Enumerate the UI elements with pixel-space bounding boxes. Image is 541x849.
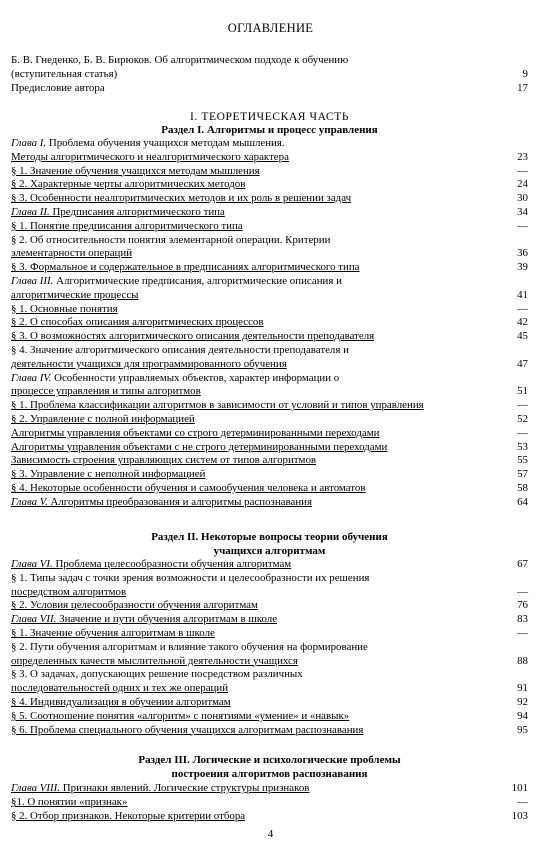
section-1-entries [11,137,528,510]
toc-entry-title: Алгоритмы преобразования и алгоритмы распознавания [47,495,313,508]
chapter-label: Глава I. [11,137,47,149]
section-heading-continued: учащихся алгоритмам [213,544,326,557]
toc-entry [11,82,528,96]
toc-entry [11,586,528,600]
toc-entry [11,710,528,724]
toc-page-number: 58 [517,481,528,494]
toc-entry [11,454,528,468]
toc-entry [11,655,528,669]
toc-entry-title: § 2. Отбор признаков. Некоторые критерии отбора [11,809,246,822]
toc-entry-title: § 1. Проблема классификации алгоритмов в зависимости от условий и типов управления [11,399,424,412]
toc-entry [11,724,528,738]
toc-page-number: 67 [517,558,528,570]
toc-entry-title: последовательностей одних и тех же операций [11,682,229,695]
toc-entry-title: § 2. Условия целесообразности обучения алгоритмам [11,599,258,612]
toc-entry [11,206,528,220]
section-heading-continued: построения алгоритмов распознавания [171,767,368,780]
toc-page-number: 76 [517,599,528,612]
toc-entry [11,413,528,427]
toc-entry-text [11,165,506,179]
toc-entry-title: § 1. Типы задач с точки зрения возможности и целесообразности их решения [11,571,370,584]
toc-entry-title: § 3. Особенности неалгоритмических методов и их роль в решении задач [11,192,352,205]
toc-entry-title: § 6. Проблема специального обучения учащихся алгоритмам распознавания [11,723,364,736]
toc-page-number: — [517,795,528,808]
toc-entry [11,303,528,317]
toc-page-number: 91 [517,682,528,695]
toc-entry [11,810,528,824]
toc-page-number: 9 [522,67,528,80]
toc-page-number: 51 [517,385,528,398]
toc-page-number: 83 [517,613,528,626]
toc-entry-title: § 2. Пути обучения алгоритмам и влияние такого обучения на формирование [11,640,368,653]
toc-entry-text [11,192,506,206]
chapter-label: Глава III. [11,274,54,287]
chapter-label: Глава V. [11,495,48,508]
toc-entry-text [11,206,506,220]
page-number: 4 [267,828,274,840]
toc-entry-title: (вступительная статья) [11,67,118,80]
toc-entry [11,192,528,206]
toc-entry-text [11,330,506,344]
toc-entry [11,385,528,399]
toc-entry-text [11,247,506,261]
toc-entry [11,330,528,344]
toc-page-number: 24 [517,178,528,191]
toc-entry-text [11,468,506,482]
toc-entry-text [11,151,506,165]
toc-page-number: — [517,626,528,639]
toc-entry-text [11,372,506,386]
chapter-label: Глава VIII. [11,782,61,794]
toc-entry-title: Алгоритмические предписания, алгоритмические описания и [53,274,342,287]
toc-entry-text [11,558,506,572]
toc-entry-text [11,68,506,82]
section-2-heading-block [11,531,528,559]
toc-entry-text [11,54,506,68]
toc-page-number: 45 [517,330,528,343]
toc-entry [11,441,528,455]
toc-entry [11,275,528,289]
toc-page-number: — [517,585,528,598]
toc-entry-title: посредством алгоритмов [11,585,127,598]
toc-entry-title: Проблема обучения учащихся методам мышления. [46,137,285,149]
toc-entry [11,137,528,151]
toc-entry [11,165,528,179]
section-2-entries [11,558,528,737]
toc-page-number: — [517,164,528,177]
toc-entry-text [11,641,506,655]
chapter-label: Глава IV. [11,371,52,384]
toc-entry [11,468,528,482]
toc-entry-title: § 3. О задачах, допускающих решение посредством различных [11,668,303,681]
toc-entry [11,68,528,82]
toc-page-number: 34 [517,205,528,218]
toc-entry-text [11,289,506,303]
section-heading: Раздел I. Алгоритмы и процесс управления [161,124,378,136]
toc-entry [11,358,528,372]
toc-page-number: 30 [517,192,528,205]
toc-entry-text [11,358,506,372]
toc-entry [11,496,528,510]
toc-page-number: — [517,302,528,315]
chapter-label: Глава VII. [11,613,57,626]
toc-entry-text [11,261,506,275]
toc-entry-title: алгоритмические процессы [11,288,139,301]
toc-page-number: 47 [517,357,528,370]
chapter-label: Глава VI. [11,558,53,570]
toc-page-number: 41 [517,288,528,301]
toc-page-number: 88 [517,654,528,667]
toc-entry-text [11,316,506,330]
toc-entry-title: § 3. Формальное и содержательное в предписаниях алгоритмического типа [11,261,360,274]
toc-entry [11,782,528,796]
section-heading: Раздел III. Логические и психологические проблемы [138,754,401,766]
toc-page-number: 39 [517,261,528,274]
toc-entry [11,427,528,441]
toc-entry-title: § 4. Значение алгоритмического описания деятельности преподавателя и [11,343,349,356]
front-matter [11,54,528,95]
toc-page-number: 52 [517,412,528,425]
toc-page-number: 103 [511,809,528,822]
section-heading: Раздел II. Некоторые вопросы теории обучения [151,531,388,543]
toc-entry-title: Методы алгоритмического и неалгоритмического характера [11,150,289,163]
toc-entry-text [11,82,506,96]
toc-page-number: 55 [517,454,528,467]
toc-entry-text [11,782,506,796]
toc-entry [11,482,528,496]
toc-entry-text [11,234,506,248]
toc-entry-text [11,668,506,682]
toc-entry-text [11,482,506,496]
toc-entry-title: §1. О понятии «признак» [11,795,128,808]
toc-entry-title: § 4. Некоторые особенности обучения и самообучения человека и автоматов [11,481,366,494]
toc-entry-title: § 2. Управление с полной информацией [11,412,195,425]
toc-entry [11,372,528,386]
toc-entry-text [11,427,506,441]
toc-entry [11,234,528,248]
toc-entry [11,261,528,275]
toc-entry [11,668,528,682]
toc-entry-title: Алгоритмы управления объектами с не строго детерминированными переходами [11,440,388,453]
toc-entry-text [11,178,506,192]
toc-entry-title: Признаки явлений. Логические структуры признаков [60,782,310,794]
toc-entry [11,796,528,810]
toc-page-number: — [517,426,528,439]
toc-entry [11,220,528,234]
toc-page-number: 36 [517,247,528,260]
toc-entry-text [11,137,506,151]
toc-entry [11,289,528,303]
toc-entry-title: § 4. Индивидуализация в обучении алгоритмам [11,695,231,708]
section-3-entries [11,782,528,823]
page-title: ОГЛАВЛЕНИЕ [227,21,314,35]
toc-entry-title: § 1. Понятие предписания алгоритмического типа [11,219,243,232]
toc-page-number: 23 [517,150,528,163]
toc-entry-title: деятельности учащихся для программированного обучения [11,357,287,370]
toc-entry [11,641,528,655]
toc-entry [11,316,528,330]
toc-entry-title: Зависимость строения управляющих систем от типов алгоритмов [11,454,317,467]
toc-entry-title: § 1. Значение обучения учащихся методам мышления [11,164,260,177]
toc-entry-title: Алгоритмы управления объектами со строго детерминированными переходами [11,426,380,439]
section-3-heading-block [11,754,528,782]
toc-entry [11,151,528,165]
toc-page-number: 42 [517,316,528,329]
toc-entry [11,696,528,710]
toc-entry [11,344,528,358]
toc-entry [11,178,528,192]
toc-entry-text [11,810,506,824]
chapter-label: Глава II. [11,205,50,218]
toc-entry-text [11,796,506,810]
toc-entry-title: § 2. Об относительности понятия элементарной операции. Критерии [11,233,331,246]
part-heading: I. ТЕОРЕТИЧЕСКАЯ ЧАСТЬ [189,111,350,123]
toc-entry [11,613,528,627]
toc-entry [11,399,528,413]
toc-entry-text [11,627,506,641]
toc-entry [11,247,528,261]
toc-page-number: 53 [517,440,528,453]
toc-entry-text [11,613,506,627]
toc-page-number: — [517,399,528,412]
toc-entry-text [11,275,506,289]
toc-entry-title: Предписания алгоритмического типа [49,205,225,218]
toc-entry-text [11,724,506,738]
toc-entry-title: Особенности управляемых объектов, характер информации о [51,371,340,384]
toc-entry-title: элементарности операций [11,247,133,260]
toc-entry [11,682,528,696]
toc-page-number: 94 [517,709,528,722]
toc-entry-text [11,220,506,234]
toc-entry-title: § 3. О возможностях алгоритмического описания деятельности преподавателя [11,330,375,343]
toc-entry-title: Значение и пути обучения алгоритмам в школе [56,613,278,626]
toc-entry-title: § 5. Соотношение понятия «алгоритм» с понятиями «умение» и «навык» [11,709,350,722]
toc-entry-text [11,413,506,427]
toc-page-number: 64 [517,495,528,508]
toc-page-number: 101 [511,782,528,794]
toc-page-number: 95 [517,723,528,736]
toc-entry-text [11,385,506,399]
toc-entry-text [11,655,506,669]
toc-entry-text [11,496,506,510]
toc-entry-title: § 2. О способах описания алгоритмических процессов [11,316,264,329]
toc-entry-text [11,344,506,358]
toc-entry-text [11,696,506,710]
toc-entry-text [11,454,506,468]
toc-entry-title: § 1. Основные понятия [11,302,118,315]
toc-entry-title: Проблема целесообразности обучения алгоритмам [52,558,292,570]
toc-entry-title: определенных качеств мыслительной деятельности учащихся [11,654,298,667]
toc-entry [11,558,528,572]
toc-entry-text [11,682,506,696]
toc-entry [11,572,528,586]
toc-entry-title: процессе управления и типы алгоритмов [11,385,201,398]
toc-entry [11,627,528,641]
toc-entry-text [11,303,506,317]
toc-entry-title: Б. В. Гнеденко, Б. В. Бирюков. Об алгоритмическом подходе к обучению [11,54,349,66]
toc-entry [11,54,528,68]
toc-entry-text [11,710,506,724]
toc-entry-text [11,441,506,455]
toc-entry-title: § 3. Управление с неполной информацией [11,468,206,481]
toc-page-number: 57 [517,468,528,481]
toc-entry [11,599,528,613]
toc-entry-title: Предисловие автора [11,81,105,94]
toc-page-number: 92 [517,695,528,708]
toc-page-number: 17 [517,81,528,94]
toc-entry-text [11,572,506,586]
toc-entry-text [11,599,506,613]
toc-entry-title: § 1. Значение обучения алгоритмам в школе [11,626,215,639]
toc-page-number: — [517,219,528,232]
part-heading-block [11,110,528,138]
toc-entry-text [11,586,506,600]
toc-entry-text [11,399,506,413]
toc-entry-title: § 2. Характерные черты алгоритмических методов [11,178,246,191]
